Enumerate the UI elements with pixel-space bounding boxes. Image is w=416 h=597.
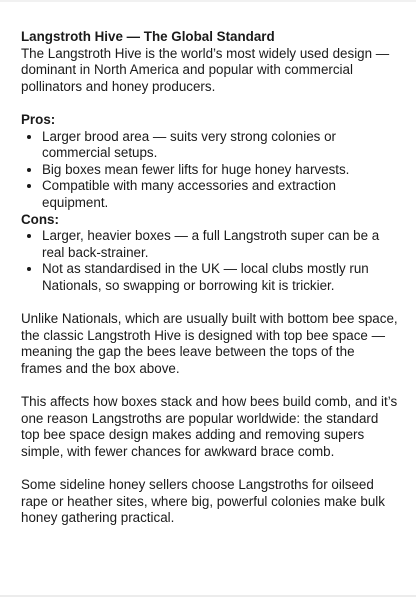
pros-list bbox=[21, 129, 399, 212]
cons-list bbox=[21, 228, 399, 294]
spacer bbox=[21, 460, 399, 477]
top-divider bbox=[0, 0, 416, 2]
list-item: • Big boxes mean fewer lifts for huge honey harvests. bbox=[42, 162, 399, 179]
body-paragraph: Unlike Nationals, which are usually built with bottom bee space, the classic Langstroth Hive is designed with top bee space — meaning the gap the bees leave between the tops of the frames and the box above. bbox=[21, 311, 398, 376]
list-item: • Not as standardised in the UK — local clubs mostly run Nationals, so swapping or borrowing kit is trickier. bbox=[42, 261, 399, 294]
list-item: • Compatible with many accessories and extraction equipment. bbox=[42, 178, 399, 211]
spacer bbox=[21, 377, 399, 394]
list-item: • Larger brood area — suits very strong colonies or commercial setups. bbox=[42, 129, 399, 162]
intro-paragraph: The Langstroth Hive is the world’s most widely used design — dominant in North America and popular with commercial pollinators and honey producers. bbox=[21, 45, 390, 94]
article-title: Langstroth Hive — The Global Standard bbox=[21, 29, 275, 44]
body-paragraph: This affects how boxes stack and how bees build comb, and it’s one reason Langstroths are popular worldwide: the standard top bee space design makes adding and removing supers simple, with fewer chances for awkward brace comb. bbox=[21, 394, 398, 459]
list-item: • Larger, heavier boxes — a full Langstroth super can be a real back-strainer. bbox=[42, 228, 399, 261]
cons-heading: Cons: bbox=[21, 211, 59, 227]
article-body bbox=[21, 29, 399, 527]
pros-heading: Pros: bbox=[21, 111, 56, 127]
body-paragraph: Some sideline honey sellers choose Langstroths for oilseed rape or heather sites, where big, powerful colonies make bulk honey gathering practical. bbox=[21, 477, 385, 526]
spacer bbox=[21, 95, 399, 112]
spacer bbox=[21, 295, 399, 312]
